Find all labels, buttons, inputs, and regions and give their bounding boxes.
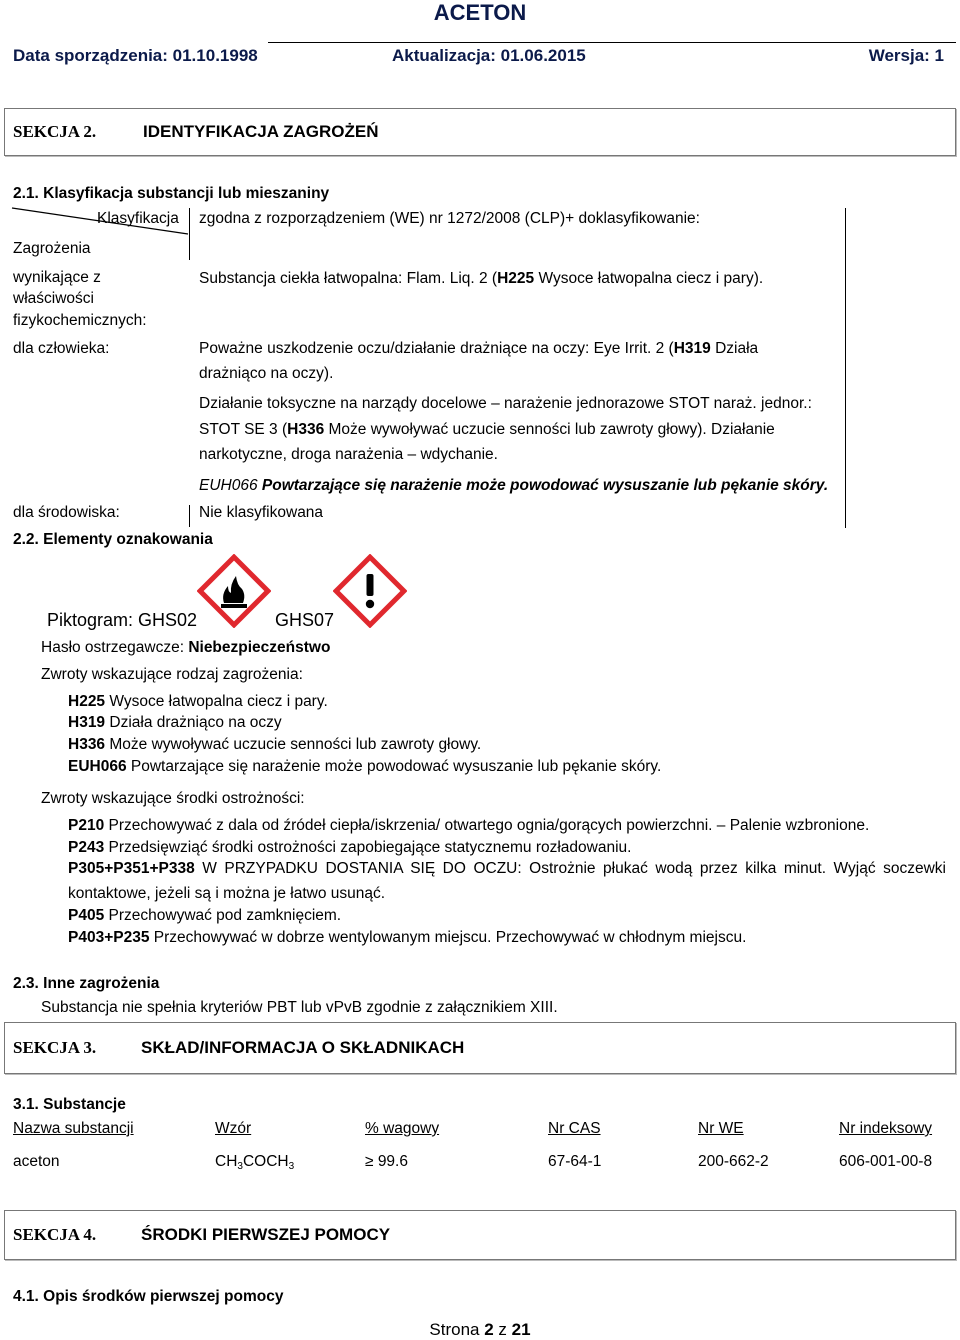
table-divider <box>189 505 190 527</box>
section-3-header <box>4 1022 956 1074</box>
row2-text-cont: drażniąco na oczy). <box>199 365 334 382</box>
row2-label: dla człowieka: <box>13 340 110 357</box>
version: Wersja: 1 <box>868 46 944 65</box>
row3-text: STOT SE 3 (H336 Może wywoływać uczucie senności lub zawroty głowy). Działanie <box>199 421 775 438</box>
row1-text: Substancja ciekła łatwopalna: Flam. Liq. 2 (H225 Wysoce łatwopalna ciecz i pary). <box>199 270 764 287</box>
substance-name: aceton <box>13 1153 60 1170</box>
precaution-statement: P403+P235 Przechowywać w dobrze wentylowanym miejscu. Przechowywać w chłodnym miejscu. <box>68 929 747 946</box>
section-title: SKŁAD/INFORMACJA O SKŁADNIKACH <box>141 1038 465 1057</box>
section-title: IDENTYFIKACJA ZAGROŻEŃ <box>143 122 379 141</box>
substance-we: 200-662-2 <box>698 1153 769 1170</box>
row1-label: właściwości <box>13 290 94 307</box>
hazard-statement: EUH066 Powtarzające się narażenie może powodować wysuszanie lub pękanie skóry. <box>68 758 662 775</box>
substance-formula: $CH_3COCH_3$ <box>215 1153 295 1172</box>
substance-percent: ≥ 99.6 <box>365 1153 408 1170</box>
row3-text: Działanie toksyczne na narządy docelowe – narażenie jednorazowe STOT naraż. jednor.: <box>199 395 812 412</box>
section-number: SEKCJA 4. <box>13 1225 97 1244</box>
hazard-heading: Zwroty wskazujące rodzaj zagrożenia: <box>41 666 303 683</box>
column-header: % wagowy <box>365 1120 440 1137</box>
column-header: Wzór <box>215 1120 252 1137</box>
precaution-statement: P305+P351+P338 W PRZYPADKU DOSTANIA SIĘ DO OCZU: Ostrożnie płukać wodą przez kilka minut. Wyjąć soczewki <box>68 860 946 877</box>
precaution-statement-cont: kontaktowe, jeżeli są i można je łatwo usunąć. <box>68 885 386 902</box>
substance-index: 606-001-00-8 <box>839 1153 933 1170</box>
precaution-heading: Zwroty wskazujące środki ostrożności: <box>41 790 305 807</box>
subsection-2-3-title: 2.3. Inne zagrożenia <box>13 975 160 992</box>
column-header: Nazwa substancji <box>13 1120 134 1137</box>
column-header: Nr WE <box>698 1120 744 1137</box>
exclamation-pictogram <box>333 554 407 628</box>
column-header: Nr CAS <box>548 1120 601 1137</box>
signal-word-line: Hasło ostrzegawcze: Niebezpieczeństwo <box>41 639 331 656</box>
header-rule <box>268 42 956 43</box>
table-right-border <box>845 208 846 528</box>
row5-text: Nie klasyfikowana <box>199 504 324 521</box>
table-corner-label: Zagrożenia <box>13 240 91 257</box>
updated-date: Aktualizacja: 01.06.2015 <box>392 46 586 65</box>
table-head-left: Klasyfikacja <box>97 210 179 227</box>
page-number: Strona 2 z 21 <box>429 1320 531 1339</box>
row3-text: narkotyczne, droga narażenia – wdychanie. <box>199 446 498 463</box>
subsection-2-1-title: 2.1. Klasyfikacja substancji lub mieszaniny <box>13 185 330 202</box>
row4-text: EUH066 Powtarzające się narażenie może powodować wysuszanie lub pękanie skóry. <box>199 477 829 494</box>
precaution-statement: P405 Przechowywać pod zamknięciem. <box>68 907 342 924</box>
section-2-header <box>4 108 956 156</box>
row2-text: Poważne uszkodzenie oczu/działanie drażniące na oczy: Eye Irrit. 2 (H319 Działa <box>199 340 759 357</box>
flame-pictogram <box>197 554 271 628</box>
column-header: Nr indeksowy <box>839 1120 933 1137</box>
row5-label: dla środowiska: <box>13 504 120 521</box>
precaution-statement: P243 Przedsięwziąć środki ostrożności zapobiegające statycznemu rozładowaniu. <box>68 839 632 856</box>
table-head-right: zgodna z rozporządzeniem (WE) nr 1272/2008 (CLP)+ doklasyfikowanie: <box>199 210 700 227</box>
hazard-statement: H319 Działa drażniąco na oczy <box>68 714 282 731</box>
pictogram-label-2: GHS07 <box>275 610 335 630</box>
substance-cas: 67-64-1 <box>548 1153 602 1170</box>
section-number: SEKCJA 3. <box>13 1038 97 1057</box>
row1-label: fizykochemicznych: <box>13 312 147 329</box>
row1-label: wynikające z <box>13 269 101 286</box>
section-number: SEKCJA 2. <box>13 122 97 141</box>
precaution-statement: P210 Przechowywać z dala od źródeł ciepła/iskrzenia/ otwartego ognia/gorących powierzchni. – Palenie wzbronione. <box>68 817 870 834</box>
table-divider <box>189 208 190 260</box>
document-title: ACETON <box>433 0 527 25</box>
hazard-statement: H225 Wysoce łatwopalna ciecz i pary. <box>68 693 328 710</box>
pictogram-label: Piktogram: GHS02 <box>47 610 198 630</box>
subsection-3-1-title: 3.1. Substancje <box>13 1096 126 1113</box>
subsection-2-2-title: 2.2. Elementy oznakowania <box>13 531 213 548</box>
hazard-statement: H336 Może wywoływać uczucie senności lub zawroty głowy. <box>68 736 482 753</box>
prepared-date: Data sporządzenia: 01.10.1998 <box>13 46 258 65</box>
subsection-4-1-title: 4.1. Opis środków pierwszej pomocy <box>13 1288 284 1305</box>
section-4-header <box>4 1210 956 1260</box>
subsection-2-3-text: Substancja nie spełnia kryteriów PBT lub vPvB zgodnie z załącznikiem XIII. <box>41 999 558 1016</box>
section-title: ŚRODKI PIERWSZEJ POMOCY <box>141 1225 391 1244</box>
